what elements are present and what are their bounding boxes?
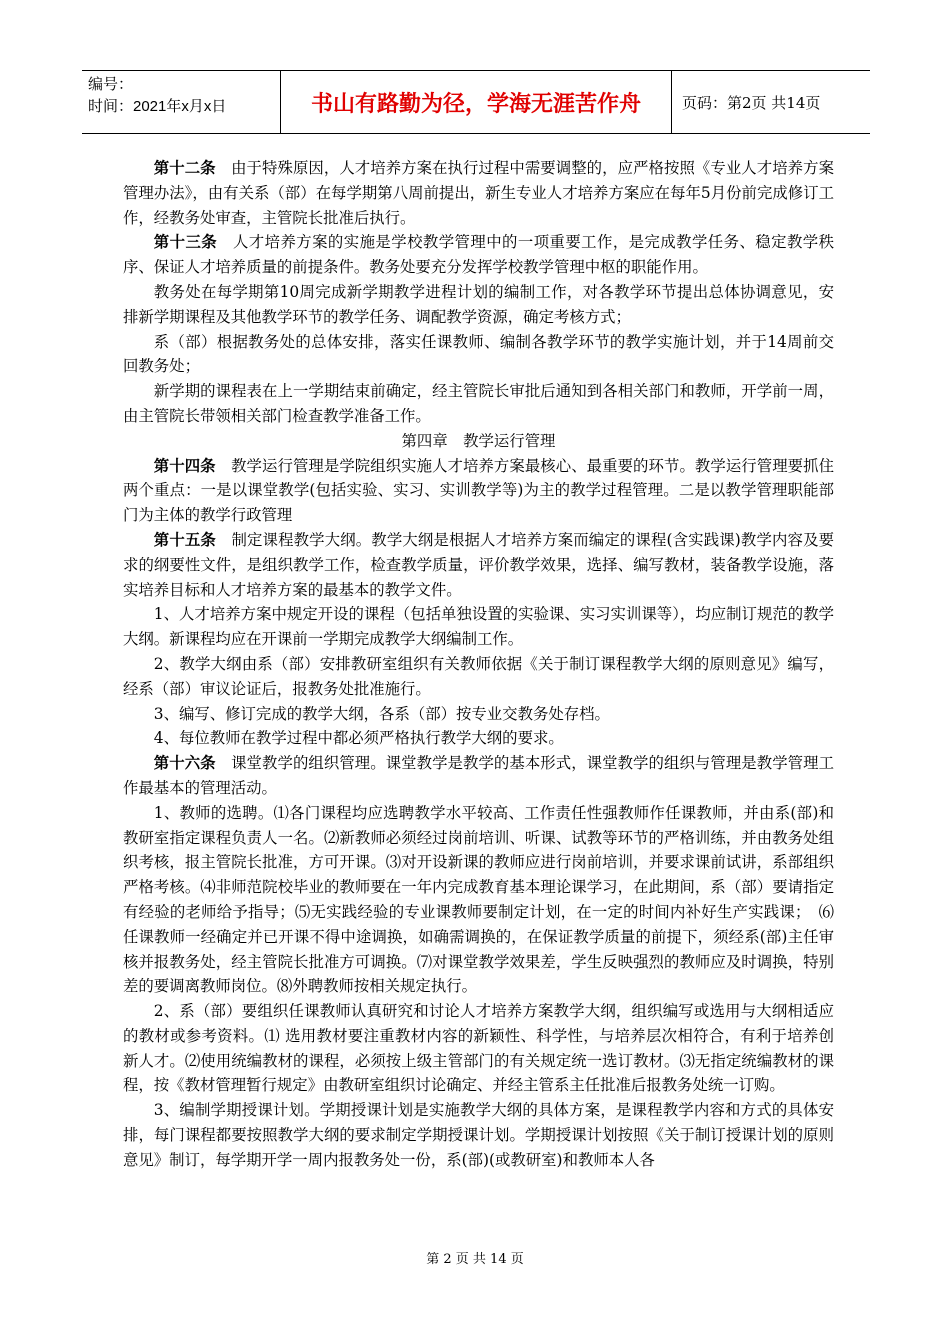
paragraph-text: 1、人才培养方案中规定开设的课程（包括单独设置的实验课、实习实训课等），均应制订规范的教学大纲。新课程均应在开课前一学期完成教学大纲编制工作。: [123, 605, 834, 649]
paragraph: [123, 454, 834, 528]
header-left-cell: [82, 71, 280, 133]
page-info: 页码：第2页 共14页: [682, 93, 821, 112]
paragraph-text: 课堂教学的组织管理。课堂教学是教学的基本形式，课堂教学的组织与管理是教学管理工作最基本的管理活动。: [123, 754, 834, 797]
paragraph: [123, 652, 834, 702]
paragraph-text: 第四章 教学运行管理: [401, 431, 556, 450]
article-number: 第十六条: [153, 754, 216, 773]
paragraph-text: 系（部）根据教务处的总体安排，落实任课教师、编制各教学环节的教学实施计划，并于14周前交回教务处；: [123, 332, 834, 376]
article-number: 第十四条: [153, 456, 216, 475]
paragraph-text: 2、教学大纲由系（部）安排教研室组织有关教师依据《关于制订课程教学大纲的原则意见》编写，经系（部）审议论证后，报教务处批准施行。: [123, 654, 834, 698]
paragraph-text: 新学期的课程表在上一学期结束前确定，经主管院长审批后通知到各相关部门和教师，开学前一周，由主管院长带领相关部门检查教学准备工作。: [123, 382, 834, 425]
document-body: [123, 156, 834, 1173]
paragraph: [123, 330, 834, 380]
time-label: 时间：2021年x月x日: [88, 98, 227, 115]
chapter-heading: [123, 429, 834, 454]
article-number: 第十三条: [153, 233, 218, 252]
paragraph: [123, 726, 834, 751]
paragraph: [123, 801, 834, 999]
paragraph: [123, 379, 834, 429]
paragraph: [123, 156, 834, 230]
paragraph: [123, 751, 834, 801]
paragraph-text: 1、教师的选聘。⑴各门课程均应选聘教学水平较高、工作责任性强教师作任课教师，并由系(部)和教研室指定课程负责人一名。⑵新教师必须经过岗前培训、听课、试教等环节的严格训练，并由教务处组织考核，报主管院长批准，方可开课。⑶对开设新课的教师应进行岗前培训，并要求课前试讲，系部组织严格考核。⑷非师范院校毕业的教师要在一年内完成教育基本理论课学习，在此期间，系（部）要请指定有经验的老师给予指导；⑸无实践经验的专业课教师要制定计划，在一定的时间内补好生产实践课； ⑹任课教师一经确定并已开课不得中途调换，如确需调换的，在保证教学质量的前提下，须经系(部)主任审核并报教务处，经主管院长批准方可调换。⑺对课堂教学效果差，学生反映强烈的教师应及时调换，特别差的要调离教师岗位。⑻外聘教师按相关规定执行。: [123, 803, 834, 996]
number-label: 编号：: [88, 76, 134, 93]
paragraph-text: 教学运行管理是学院组织实施人才培养方案最核心、最重要的环节。教学运行管理要抓住两个重点：一是以课堂教学(包括实验、实习、实训教学等)为主的教学过程管理。二是以教学管理职能部门为主体的教学行政管理: [123, 456, 834, 525]
paragraph: [123, 602, 834, 652]
paragraph-text: 教务处在每学期第10周完成新学期教学进程计划的编制工作，对各教学环节提出总体协调意见，安排新学期课程及其他教学环节的教学任务、调配教学资源，确定考核方式；: [123, 282, 834, 326]
article-number: 第十五条: [153, 530, 216, 549]
paragraph: [123, 1098, 834, 1172]
paragraph-text: 制定课程教学大纲。教学大纲是根据人才培养方案而编定的课程(含实践课)教学内容及要求的纲要性文件，是组织教学工作，检查教学质量，评价教学效果，选择、编写教材，装备教学设施，落实培养目标和人才培养方案的最基本的教学文件。: [123, 530, 834, 599]
paragraph-text: 2、系（部）要组织任课教师认真研究和讨论人才培养方案教学大纲，组织编写或选用与大纲相适应的教材或参考资料。⑴ 选用教材要注重教材内容的新颖性、科学性，与培养层次相符合，有利于培养创新人才。⑵使用统编教材的课程，必须按上级主管部门的有关规定统一选订教材。⑶无指定统编教材的课程，按《教材管理暂行规定》由教研室组织讨论确定、并经主管系主任批准后报教务处统一订购。: [123, 1002, 834, 1095]
paragraph: [123, 528, 834, 602]
article-number: 第十二条: [153, 159, 216, 177]
paragraph: [123, 702, 834, 727]
paragraph-text: 由于特殊原因，人才培养方案在执行过程中需要调整的，应严格按照《专业人才培养方案管理办法》，由有关系（部）在每学期第八周前提出，新生专业人才培养方案应在每年5月份前完成修订工作，经教务处审查，主管院长批准后执行。: [123, 159, 834, 227]
page-header: [82, 70, 870, 134]
paragraph: [123, 280, 834, 330]
paragraph: [123, 230, 834, 280]
motto: 书山有路勤为径，学海无涯苦作舟: [280, 71, 672, 133]
paragraph-text: 3、编写、修订完成的教学大纲，各系（部）按专业交教务处存档。: [153, 704, 610, 723]
paragraph: [123, 999, 834, 1098]
paragraph-text: 人才培养方案的实施是学校教学管理中的一项重要工作，是完成教学任务、稳定教学秩序、保证人才培养质量的前提条件。教务处要充分发挥学校教学管理中枢的职能作用。: [123, 233, 834, 277]
paragraph-text: 3、编制学期授课计划。学期授课计划是实施教学大纲的具体方案，是课程教学内容和方式的具体安排，每门课程都要按照教学大纲的要求制定学期授课计划。学期授课计划按照《关于制订授课计划的原则意见》制订，每学期开学一周内报教务处一份，系(部)(或教研室)和教师本人各: [123, 1101, 834, 1169]
page-footer: 第 2 页 共 14 页: [426, 1252, 524, 1267]
paragraph-text: 4、每位教师在教学过程中都必须严格执行教学大纲的要求。: [153, 729, 564, 748]
